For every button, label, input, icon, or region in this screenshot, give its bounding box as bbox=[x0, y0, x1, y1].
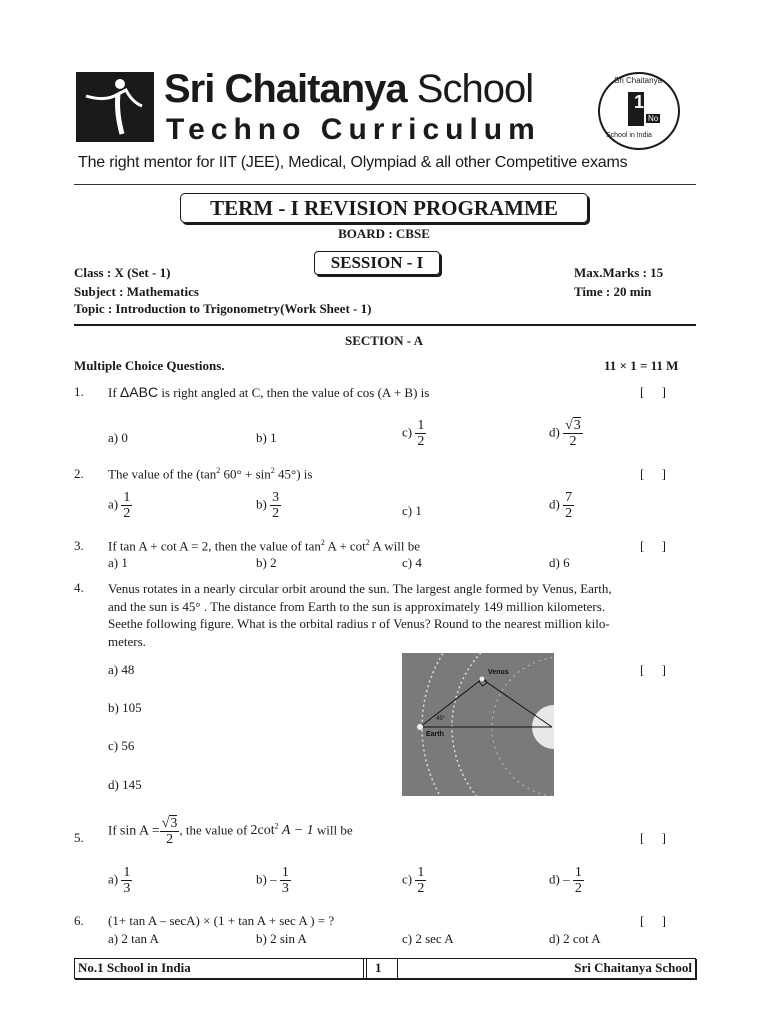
logo-mark bbox=[76, 72, 154, 142]
school-name-bold: Sri Chaitanya bbox=[164, 67, 407, 111]
session-label: SESSION - I bbox=[314, 251, 440, 275]
q4-option-d[interactable]: d) 145 bbox=[108, 777, 142, 792]
q2-option-d[interactable]: d) $\frac{7}{2}$ bbox=[549, 490, 573, 521]
tagline: The right mentor for IIT (JEE), Medical, Olympiad & all other Competitive exams bbox=[78, 154, 628, 171]
footer-divider-right bbox=[397, 959, 398, 978]
q1-option-c[interactable] bbox=[402, 418, 426, 449]
q4-option-b[interactable]: b) 105 bbox=[108, 700, 142, 715]
q5-option-d[interactable]: d) – $\frac{1}{2}$ bbox=[549, 865, 582, 896]
q6-number: 6. bbox=[74, 913, 84, 928]
q4-option-a[interactable]: a) 48 bbox=[108, 662, 135, 677]
q1-option-b[interactable]: b) 1 bbox=[256, 430, 277, 445]
q3-text: If tan A + cot A = 2, then the value of $\tan^2 A + \cot^2 A$ will be bbox=[108, 538, 420, 554]
footer bbox=[74, 958, 696, 979]
q1-text bbox=[108, 384, 429, 401]
q5-option-a[interactable]: a) $\frac{1}{3}$ bbox=[108, 865, 131, 896]
footer-right: Sri Chaitanya School bbox=[574, 960, 692, 975]
school-seal bbox=[598, 72, 680, 150]
fig-earth-label: Earth bbox=[426, 731, 444, 738]
q2-number: 2. bbox=[74, 466, 84, 481]
q6-option-a[interactable]: a) 2 tan A bbox=[108, 931, 159, 946]
q1-post: is right angled at C, then the value of cos (A + B) is bbox=[161, 385, 430, 400]
fig-venus-label: Venus bbox=[488, 669, 509, 676]
subject-info: Subject : Mathematics bbox=[74, 284, 199, 299]
orbit-diagram bbox=[402, 653, 554, 796]
seal-number: 1 bbox=[634, 92, 645, 112]
q4-line-3: Seethe following figure. What is the orbital radius r of Venus? Round to the nearest million kilo- bbox=[108, 616, 610, 631]
time-info: Time : 20 min bbox=[574, 284, 652, 299]
q2-text: The value of the ($\tan^2$ $60^\circ + \sin^2 45^\circ$) is bbox=[108, 466, 313, 482]
q4-line-1: Venus rotates in a nearly circular orbit around the sun. The largest angle formed by Venus, Earth, bbox=[108, 581, 612, 596]
q1-option-d-fraction: $\frac{√3}{2}$ bbox=[565, 418, 581, 449]
q5-answer-bracket[interactable]: [ ] bbox=[640, 830, 666, 845]
school-name-school: School bbox=[416, 67, 534, 111]
q6-text: (1+ tan A – secA) × (1 + tan A + sec A ) = ? bbox=[108, 913, 335, 928]
q2-option-a[interactable]: a) $\frac{1}{2}$ bbox=[108, 490, 131, 521]
footer-divider-left-2 bbox=[366, 959, 367, 978]
q1-option-c-fraction: $\frac{1}{2}$ bbox=[417, 418, 425, 449]
section-label: SECTION - A bbox=[344, 333, 424, 348]
q6-option-d[interactable]: d) 2 cot A bbox=[549, 931, 601, 946]
runner-icon bbox=[76, 72, 154, 142]
earth-icon bbox=[417, 724, 423, 730]
q4-option-c[interactable]: c) 56 bbox=[108, 738, 135, 753]
class-info: Class : X (Set - 1) bbox=[74, 265, 171, 280]
q3-option-a[interactable]: a) 1 bbox=[108, 555, 128, 570]
q2-option-c[interactable]: c) 1 bbox=[402, 503, 422, 518]
q6-option-b[interactable]: b) 2 sin A bbox=[256, 931, 307, 946]
header-divider bbox=[74, 184, 696, 185]
q1-option-a[interactable]: a) 0 bbox=[108, 430, 128, 445]
question-1 bbox=[74, 384, 696, 400]
q1-triangle: ΔABC bbox=[119, 384, 159, 400]
board-label: BOARD : CBSE bbox=[338, 226, 430, 241]
q4-text bbox=[108, 580, 696, 650]
q3-option-d[interactable]: d) 6 bbox=[549, 555, 570, 570]
seal-bottom-text: School in India bbox=[606, 132, 652, 139]
mcq-heading: Multiple Choice Questions. bbox=[74, 358, 225, 373]
q2-option-b[interactable]: b) $\frac{3}{2}$ bbox=[256, 490, 280, 521]
q4-line-4: meters. bbox=[108, 633, 146, 649]
q4-number: 4. bbox=[74, 580, 84, 595]
mcq-marks: 11 × 1 = 11 M bbox=[604, 358, 679, 373]
q4-answer-bracket[interactable]: [ ] bbox=[640, 662, 666, 677]
q1-option-c-label: c) bbox=[402, 424, 413, 440]
venus-icon bbox=[480, 677, 485, 682]
footer-divider-left bbox=[363, 959, 364, 978]
school-name bbox=[164, 68, 533, 110]
question-2 bbox=[74, 466, 634, 482]
q5-option-b[interactable]: b) – $\frac{1}{3}$ bbox=[256, 865, 289, 896]
page-title: TERM - I REVISION PROGRAMME bbox=[180, 193, 588, 223]
footer-left: No.1 School in India bbox=[78, 960, 191, 975]
q3-option-b[interactable]: b) 2 bbox=[256, 555, 277, 570]
q1-number: 1. bbox=[74, 384, 84, 399]
q6-option-c[interactable]: c) 2 sec A bbox=[402, 931, 454, 946]
q1-option-d-label: d) bbox=[549, 424, 560, 440]
seal-no: No bbox=[648, 114, 659, 123]
q3-number: 3. bbox=[74, 538, 84, 553]
topic-info: Topic : Introduction to Trigonometry(Work Sheet - 1) bbox=[74, 301, 372, 316]
q1-pre: If bbox=[108, 385, 117, 400]
q2-answer-bracket[interactable]: [ ] bbox=[640, 466, 666, 481]
q5-text: If sin A = $\frac{√3}{2}$ , the value of $2\cot^2$ A − 1 will be bbox=[108, 816, 353, 847]
q5-option-c[interactable]: c) $\frac{1}{2}$ bbox=[402, 865, 425, 896]
q4-line-2: and the sun is 45° . The distance from Earth to the sun is approximately 149 million kilometers. bbox=[108, 598, 606, 614]
q3-answer-bracket[interactable]: [ ] bbox=[640, 538, 666, 553]
seal-top-text: Sri Chaitanya bbox=[614, 76, 663, 85]
q1-answer-bracket[interactable]: [ ] bbox=[640, 384, 666, 399]
max-marks: Max.Marks : 15 bbox=[574, 265, 664, 280]
q6-answer-bracket[interactable]: [ ] bbox=[640, 913, 666, 928]
question-3 bbox=[74, 538, 634, 554]
q5-number: 5. bbox=[74, 830, 84, 845]
fig-angle-label: 45° bbox=[436, 716, 446, 722]
curriculum-name: Techno Curriculum bbox=[166, 113, 541, 146]
venus-orbit-figure bbox=[402, 653, 554, 796]
q3-option-c[interactable]: c) 4 bbox=[402, 555, 422, 570]
footer-page-number: 1 bbox=[375, 960, 382, 975]
meta-divider bbox=[74, 324, 696, 326]
q1-option-d[interactable] bbox=[549, 418, 583, 449]
